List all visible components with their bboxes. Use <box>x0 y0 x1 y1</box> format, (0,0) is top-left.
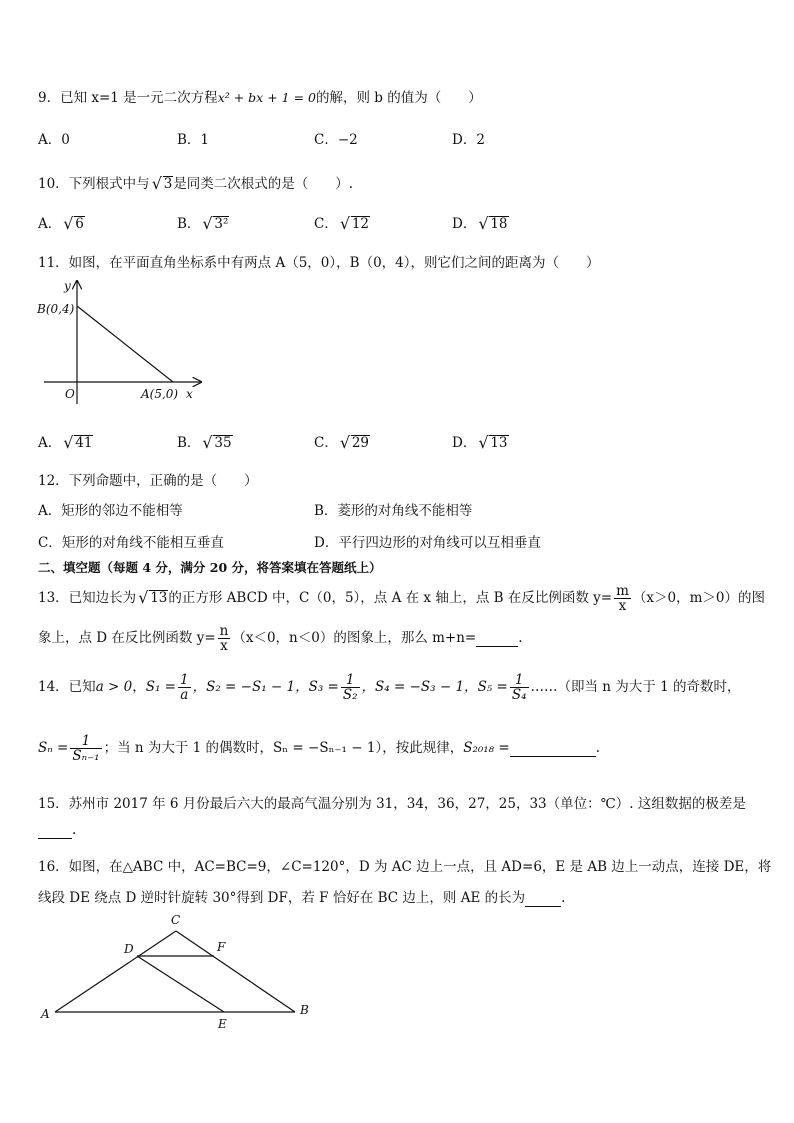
q16-segment-de <box>137 956 224 1012</box>
question-11: 11．如图，在平面直角坐标系中有两点 A（5，0），B（0，4），则它们之间的距离为（ ） <box>38 255 600 271</box>
question-16-line-1: 16．如图，在△ABC 中，AC=BC=9，∠C=120°，D 为 AC 边上一点，且 AD=6，E 是 AB 边上一动点，连接 DE，将 <box>38 859 772 875</box>
q11-coordinate-figure <box>36 276 216 406</box>
q16-label-d: D <box>124 942 134 956</box>
q11-label-o: O <box>65 387 75 401</box>
q15-answer-blank[interactable] <box>38 822 72 839</box>
question-15-line-2: . <box>38 822 76 839</box>
q9-text-after: 的解，则 b 的值为（ ） <box>315 90 482 106</box>
q10-text-before: 10．下列根式中与 <box>38 176 150 192</box>
q11-option-d[interactable]: D． √ 13 <box>452 433 508 452</box>
q16-label-c: C <box>171 913 181 927</box>
q10-text-after: 是同类二次根式的是（ ）. <box>173 176 354 192</box>
q11-label-x: x <box>186 387 193 401</box>
question-13-line-1: 13．已知边长为 √ 13的正方形 ABCD 中，C（0，5），点 A 在 x 轴上，点 B 在反比例函数 y= $\frac{m}{x}$ （x＞0，m＞0）的图 <box>38 583 765 614</box>
q9-option-b[interactable]: B．1 <box>177 132 210 148</box>
q16-answer-blank[interactable] <box>525 890 561 907</box>
q11-segment-ab <box>77 306 173 382</box>
q16-side-bc <box>176 931 295 1012</box>
q14-fraction-s1: $\frac{1}{a}$ <box>180 672 189 703</box>
question-15-line-1: 15．苏州市 2017 年 6 月份最后六大的最高气温分别为 31，34，36，27，25，33（单位：℃）. 这组数据的极差是 <box>38 796 746 812</box>
question-12: 12．下列命题中，正确的是（ ） <box>38 473 258 489</box>
q13-radical: √ 13 <box>138 588 168 607</box>
q13-answer-blank[interactable] <box>476 630 518 647</box>
q16-label-b: B <box>300 1003 309 1017</box>
q12-option-c[interactable]: C．矩形的对角线不能相互垂直 <box>38 535 224 551</box>
q10-option-d[interactable]: D． √ 18 <box>452 214 508 233</box>
q14-fraction-s3: $\frac{1}{\text{S₂}}$ <box>342 672 358 703</box>
question-10 <box>38 172 353 192</box>
question-9 <box>38 86 482 106</box>
q11-label-a: A(5,0) <box>141 387 179 401</box>
q12-option-a[interactable]: A．矩形的邻边不能相等 <box>38 503 183 519</box>
q11-label-b: B(0,4) <box>37 302 75 316</box>
q11-option-b[interactable]: B． √ 35 <box>177 433 232 452</box>
q11-label-y: y <box>64 279 71 293</box>
q10-option-a[interactable]: A． √ 6 <box>38 214 84 233</box>
q13-fraction-m-x: $\frac{m}{x}$ <box>616 583 629 614</box>
question-14-line-1: 14．已知a > 0，S₁ = $\frac{1}{a}$ ，S₂ = −S₁ − 1，S₃ = $\frac{1}{\text{S₂}}$ ，S₄ = −S₃ − 1，S₅ = $\frac{1}{\text{S₄}}$ ……（即当 n 为大于 1 的奇数时， <box>38 672 741 703</box>
q14-fraction-sn: $\frac{1}{\text{Sₙ₋₁}}$ <box>72 733 100 764</box>
q9-option-a[interactable]: A．0 <box>38 132 70 148</box>
q16-label-f: F <box>217 940 226 954</box>
q10-option-b[interactable]: B． √ 3² <box>177 214 229 233</box>
q16-triangle-figure <box>36 906 326 1036</box>
q9-equation: x² + bx + 1 = 0 <box>217 90 316 105</box>
q11-option-a[interactable]: A． √ 41 <box>38 433 93 452</box>
q13-fraction-n-x: $\frac{n}{x}$ <box>219 623 229 654</box>
q16-label-a: A <box>41 1007 50 1021</box>
q11-option-c[interactable]: C． √ 29 <box>314 433 370 452</box>
section-2-heading: 二、填空题（每题 4 分，满分 20 分，将答案填在答题纸上） <box>38 560 382 575</box>
q12-option-b[interactable]: B．菱形的对角线不能相等 <box>314 503 473 519</box>
q16-label-e: E <box>218 1017 227 1031</box>
question-16-line-2: 线段 DE 绕点 D 逆时针旋转 30°得到 DF，若 F 恰好在 BC 边上，则 AE 的长为 . <box>38 890 566 906</box>
q9-option-d[interactable]: D．2 <box>452 132 485 148</box>
q9-option-c[interactable]: C．−2 <box>314 132 358 148</box>
q10-option-c[interactable]: C． √ 12 <box>314 214 370 233</box>
q9-text-before: 9．已知 x=1 是一元二次方程 <box>38 90 218 106</box>
q10-radical: √ 3 <box>151 174 173 193</box>
q14-fraction-s5: $\frac{1}{\text{S₄}}$ <box>511 672 527 703</box>
question-14-line-2: Sₙ = $\frac{1}{\text{Sₙ₋₁}}$ ；当 n 为大于 1 的偶数时，Sₙ = −Sₙ₋₁ − 1），按此规律，S₂₀₁₈ = . <box>38 733 600 764</box>
q14-answer-blank[interactable] <box>510 740 596 757</box>
q16-side-ac <box>55 931 176 1012</box>
question-13-line-2: 象上，点 D 在反比例函数 y= $\frac{n}{x}$ （x＜0，n＜0）的图象上，那么 m+n= . <box>38 623 523 654</box>
q12-option-d[interactable]: D．平行四边形的对角线可以互相垂直 <box>314 535 541 551</box>
